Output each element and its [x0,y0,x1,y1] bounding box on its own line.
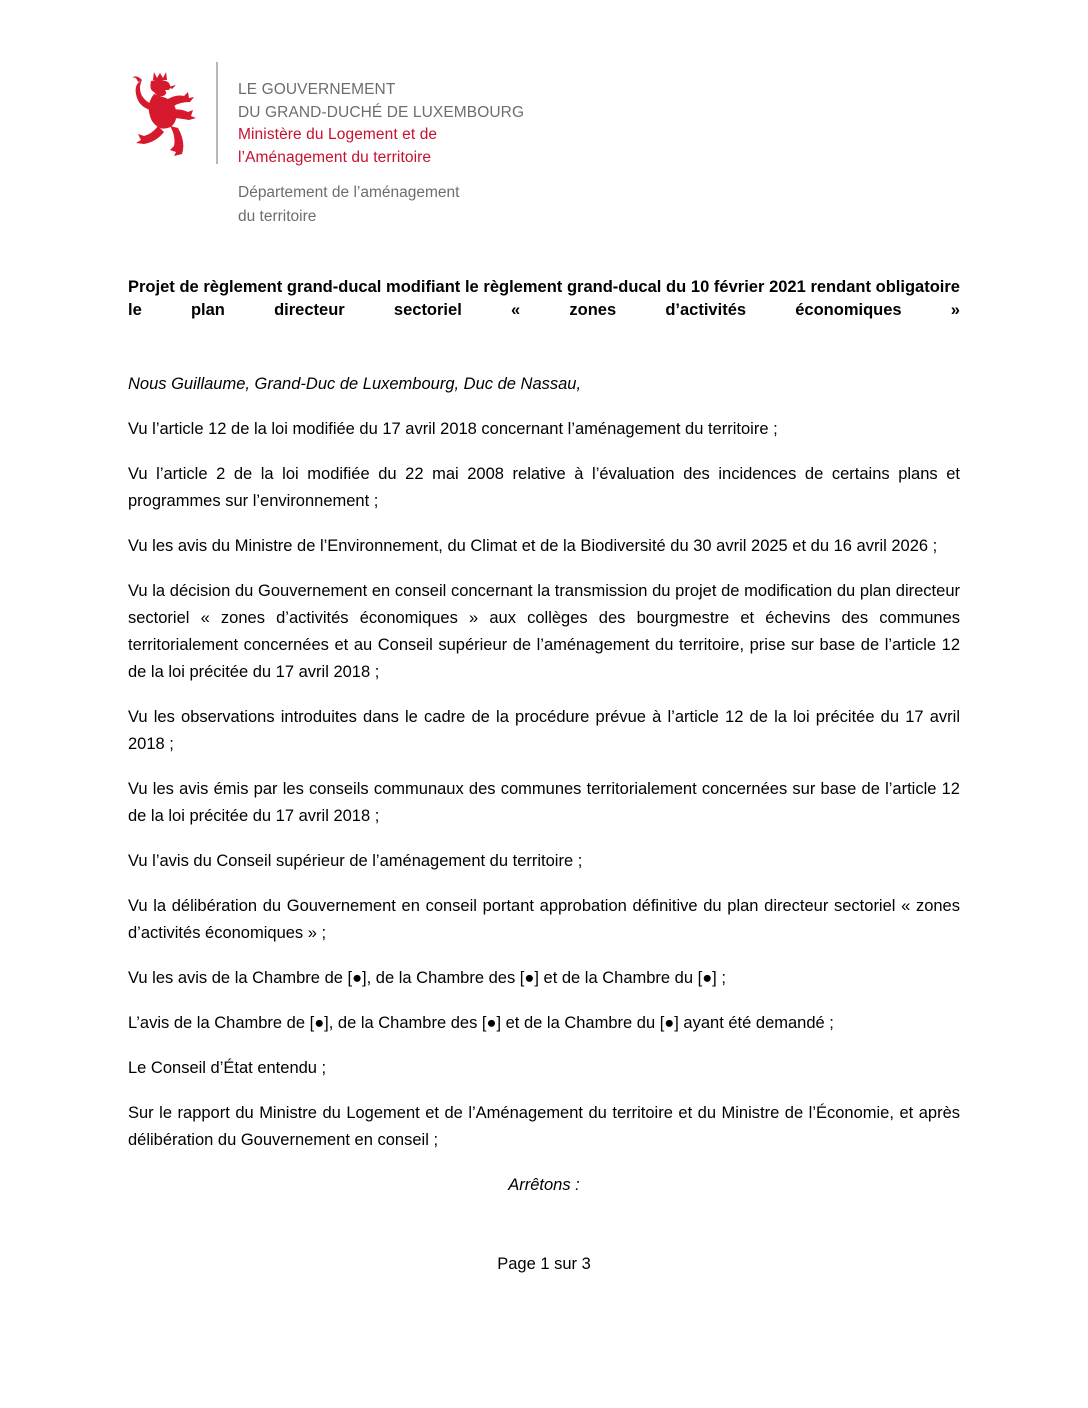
department-header [238,181,459,229]
paragraph: L’avis de la Chambre de [●], de la Chambre des [●] et de la Chambre du [●] ayant été demandé ; [128,1014,834,1032]
intro-line: Nous Guillaume, Grand-Duc de Luxembourg, Duc de Nassau, [128,375,582,393]
paragraph: Vu les observations introduites dans le cadre de la procédure prévue à l’article 12 de la loi précitée du 17 avril 2018 ; [128,708,960,753]
gov-line-1: LE GOUVERNEMENT [238,81,396,98]
paragraph: Sur le rapport du Ministre du Logement et de l’Aménagement du territoire et du Ministre de l’Économie, et après délibération du Gouvernement en conseil ; [128,1104,960,1149]
ministry-line-2: l’Aménagement du territoire [238,148,432,166]
ministry-line-1: Ministère du Logement et de [238,126,438,143]
paragraph: Vu l’avis du Conseil supérieur de l’aménagement du territoire ; [128,852,583,870]
closing-line: Arrêtons : [508,1176,580,1194]
red-lion-icon [132,70,202,156]
dept-line-2: du territoire [238,208,317,225]
paragraph: Vu l’article 2 de la loi modifiée du 22 mai 2008 relative à l’évaluation des incidences de certains plans et programmes sur l’environnement ; [128,465,960,510]
paragraph: Le Conseil d’État entendu ; [128,1059,327,1077]
document-title: Projet de règlement grand-ducal modifiant le règlement grand-ducal du 10 février 2021 rendant obligatoire le plan directeur sectoriel « zones d’activités économiques » [128,278,960,319]
paragraph: Vu les avis de la Chambre de [●], de la Chambre des [●] et de la Chambre du [●] ; [128,969,726,987]
dept-line-1: Département de l’aménagement [238,184,460,201]
page-number: Page 1 sur 3 [497,1255,591,1273]
paragraph: Vu la décision du Gouvernement en conseil concernant la transmission du projet de modification du plan directeur sectoriel « zones d’activités économiques » aux collèges des bourgmestre et échevins des communes territorialement concernées et au Conseil supérieur de l’aménagement du territoire, prise sur base de l’article 12 de la loi précitée du 17 avril 2018 ; [128,582,960,681]
paragraph: Vu les avis émis par les conseils communaux des communes territorialement concernées sur base de l’article 12 de la loi précitée du 17 avril 2018 ; [128,780,960,825]
paragraph: Vu les avis du Ministre de l’Environnement, du Climat et de la Biodiversité du 30 avril 2025 et du 16 avril 2026 ; [128,537,938,555]
document-body [128,371,960,1217]
government-header [238,79,524,169]
header-divider [216,62,218,164]
paragraph: Vu l’article 12 de la loi modifiée du 17 avril 2018 concernant l’aménagement du territoire ; [128,420,778,438]
paragraph: Vu la délibération du Gouvernement en conseil portant approbation définitive du plan directeur sectoriel « zones d’activités économiques » ; [128,897,960,942]
gov-line-2: DU GRAND-DUCHÉ DE LUXEMBOURG [238,103,525,121]
